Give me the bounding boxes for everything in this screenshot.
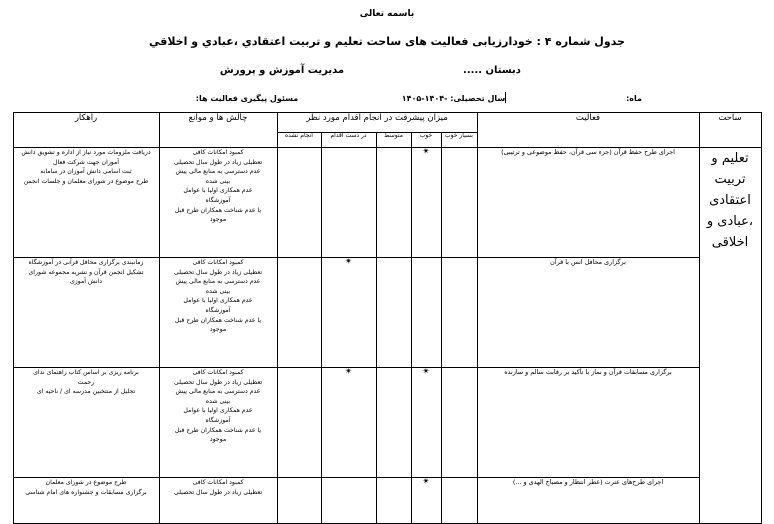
rating-star-icon: ✴ — [344, 367, 353, 377]
text-line: موجود — [209, 216, 227, 224]
text-line: دانش آموزی — [69, 278, 103, 286]
cell-activity: برگزاری محافل انس با قرآن — [477, 258, 699, 368]
column-header-chalesh: چالش ها و موانع — [159, 113, 277, 148]
year-divider-mark — [505, 92, 506, 103]
text-line: کمبود امکانات کافی — [192, 149, 244, 156]
table-row — [13, 478, 761, 524]
text-line: یا عدم شناخت همکاران طرح قبل — [174, 316, 262, 324]
text-line: آموزان جهت شرکت فعال — [52, 158, 120, 166]
cell-rating-4[interactable] — [277, 148, 321, 258]
self-assessment-table — [13, 112, 762, 524]
text-line: طرح موضوع در شورای معلمان و جلسات انجمن — [23, 177, 149, 185]
cell-sahat: تعلیم و تربیت اعتقادی ،عبادی و اخلاقی — [699, 148, 761, 524]
text-line: دریافت ملزومات مورد نیاز از اداره و تشویق دانش — [21, 149, 151, 156]
text-line: عدم همکاری اولیا با عوامل — [183, 407, 253, 415]
text-line: موجود — [209, 326, 227, 334]
text-line: تشکیل انجمن قرآن و نشریه مجموعه شورای — [28, 268, 144, 276]
cell-activity: اجرای طرح‌های عترت (عطر انتظار و مصباح الهدی و ...) — [477, 478, 699, 524]
cell-rating-2[interactable] — [376, 148, 411, 258]
cell-rating-3[interactable] — [321, 258, 376, 368]
table-body — [13, 148, 761, 524]
table-row — [13, 258, 761, 368]
cell-solutions — [13, 148, 159, 258]
cell-rating-2[interactable] — [376, 368, 411, 478]
text-line: کمبود امکانات کافی — [192, 259, 244, 266]
text-line: عدم دسترسی به منابع مالی پیش — [175, 278, 261, 286]
cell-rating-3[interactable] — [321, 368, 376, 478]
document-header — [0, 0, 774, 103]
academic-year-label — [362, 92, 547, 103]
organization-name: مدیریت آموزش و پرورش — [219, 65, 345, 76]
text-line: عدم دسترسی به منابع مالی پیش — [175, 168, 261, 176]
cell-solutions — [13, 368, 159, 478]
rating-star-icon: ✴ — [344, 257, 353, 267]
column-header-sahat: ساحت — [699, 113, 761, 148]
text-line: تعطیلی زیاد در طول سال تحصیلی — [173, 378, 263, 386]
rating-star-icon: ✴ — [422, 367, 430, 377]
text-line: موجود — [209, 436, 227, 444]
cell-rating-1[interactable] — [411, 148, 441, 258]
cell-challenges — [159, 148, 277, 258]
text-line: برگزاری مسابقات و جشنواره های امام شناسی — [25, 488, 147, 496]
basmaleh-line: باسمه تعالی — [359, 9, 415, 19]
cell-challenges — [159, 478, 277, 524]
cell-rating-1[interactable] — [411, 478, 441, 524]
rating-star-icon: ✴ — [422, 147, 430, 157]
cell-rating-0[interactable] — [441, 148, 477, 258]
cell-challenges — [159, 368, 277, 478]
progress-level-motavasset: متوسط — [376, 133, 411, 148]
text-line: ثبت اسامی دانش آموزان در سامانه — [40, 168, 132, 176]
text-line: بینی شده — [205, 397, 231, 405]
text-line: زمانبندی برگزاری محافل قرآنی در آموزشگاه — [28, 259, 144, 266]
academic-year-text: سال تحصیلی: -۱۴۰۴-۱۴۰۵ — [401, 94, 506, 103]
organization-line — [0, 65, 774, 76]
cell-rating-1[interactable] — [411, 258, 441, 368]
text-line: عدم دسترسی به منابع مالی پیش — [175, 388, 261, 396]
text-line: تعطیلی زیاد در طول سال تحصیلی — [173, 488, 263, 496]
progress-level-besyar-khoob: بسیار خوب — [441, 133, 477, 148]
page-title: جدول شماره ۴ : خودارزیابی فعالیت های ساحت تعلیم و تربیت اعتقادي ،عبادي و اخلاقي — [149, 35, 625, 48]
column-header-rahkar: راهکار — [13, 113, 159, 148]
text-line: رحمت — [77, 378, 95, 386]
cell-rating-4[interactable] — [277, 478, 321, 524]
responsible-person-label: مسئول پیگیری فعالیت ها: — [195, 94, 299, 103]
cell-rating-3[interactable] — [321, 148, 376, 258]
rating-star-icon: ✴ — [422, 477, 430, 487]
cell-rating-0[interactable] — [441, 258, 477, 368]
text-line: کمبود امکانات کافی — [192, 479, 244, 486]
cell-rating-4[interactable] — [277, 368, 321, 478]
cell-rating-1[interactable] — [411, 368, 441, 478]
column-header-faaliat: فعالیت — [477, 113, 699, 148]
document-info-line — [0, 92, 774, 103]
cell-rating-4[interactable] — [277, 258, 321, 368]
cell-rating-2[interactable] — [376, 258, 411, 368]
progress-level-anjam-nashode: انجام نشده — [277, 133, 321, 148]
column-header-progress: میزان پیشرفت در انجام اقدام مورد نظر — [277, 113, 477, 133]
progress-level-dar-dast-eqdam: در دست اقدام — [321, 133, 376, 148]
cell-solutions — [13, 258, 159, 368]
text-line: کمبود امکانات کافی — [192, 369, 244, 376]
month-field-label: ماه: — [626, 94, 642, 103]
text-line: برنامه ریزی بر اساس کتاب راهنمای ندای — [33, 369, 139, 376]
text-line: عدم همکاری اولیا با عوامل — [183, 187, 253, 195]
table-header-row-main — [13, 113, 761, 133]
text-line: یا عدم شناخت همکاران طرح قبل — [174, 426, 262, 434]
text-line: تجلیل از منتخبین مدرسه ای / ناحیه ای — [36, 388, 136, 396]
text-line: بینی شده — [205, 287, 231, 295]
cell-activity: برگزاری مسابقات قرآن و نماز با تأکید بر رقابت سالم و سازنده — [477, 368, 699, 478]
cell-rating-3[interactable] — [321, 478, 376, 524]
cell-rating-0[interactable] — [441, 478, 477, 524]
progress-level-khoob: خوب — [411, 133, 441, 148]
school-name: دبستان ..... — [463, 65, 521, 76]
text-line: آموزشگاه — [205, 197, 231, 205]
text-line: طرح موضوع در شورای معلمان — [45, 479, 127, 486]
text-line: تعطیلی زیاد در طول سال تحصیلی — [173, 158, 263, 166]
cell-challenges — [159, 258, 277, 368]
cell-rating-2[interactable] — [376, 478, 411, 524]
text-line: تعطیلی زیاد در طول سال تحصیلی — [173, 268, 263, 276]
cell-activity: اجرای طرح حفظ قرآن (جزء سی قرآن، حفظ موضوعی و ترتیبی) — [477, 148, 699, 258]
text-line: بینی شده — [205, 177, 231, 185]
cell-rating-0[interactable] — [441, 368, 477, 478]
text-line: آموزشگاه — [205, 307, 231, 315]
text-line: عدم همکاری اولیا با عوامل — [183, 297, 253, 305]
text-line: آموزشگاه — [205, 417, 231, 425]
cell-solutions — [13, 478, 159, 524]
table-header — [13, 113, 761, 148]
table-row — [13, 368, 761, 478]
text-line: یا عدم شناخت همکاران طرح قبل — [174, 206, 262, 214]
table-row — [13, 148, 761, 258]
